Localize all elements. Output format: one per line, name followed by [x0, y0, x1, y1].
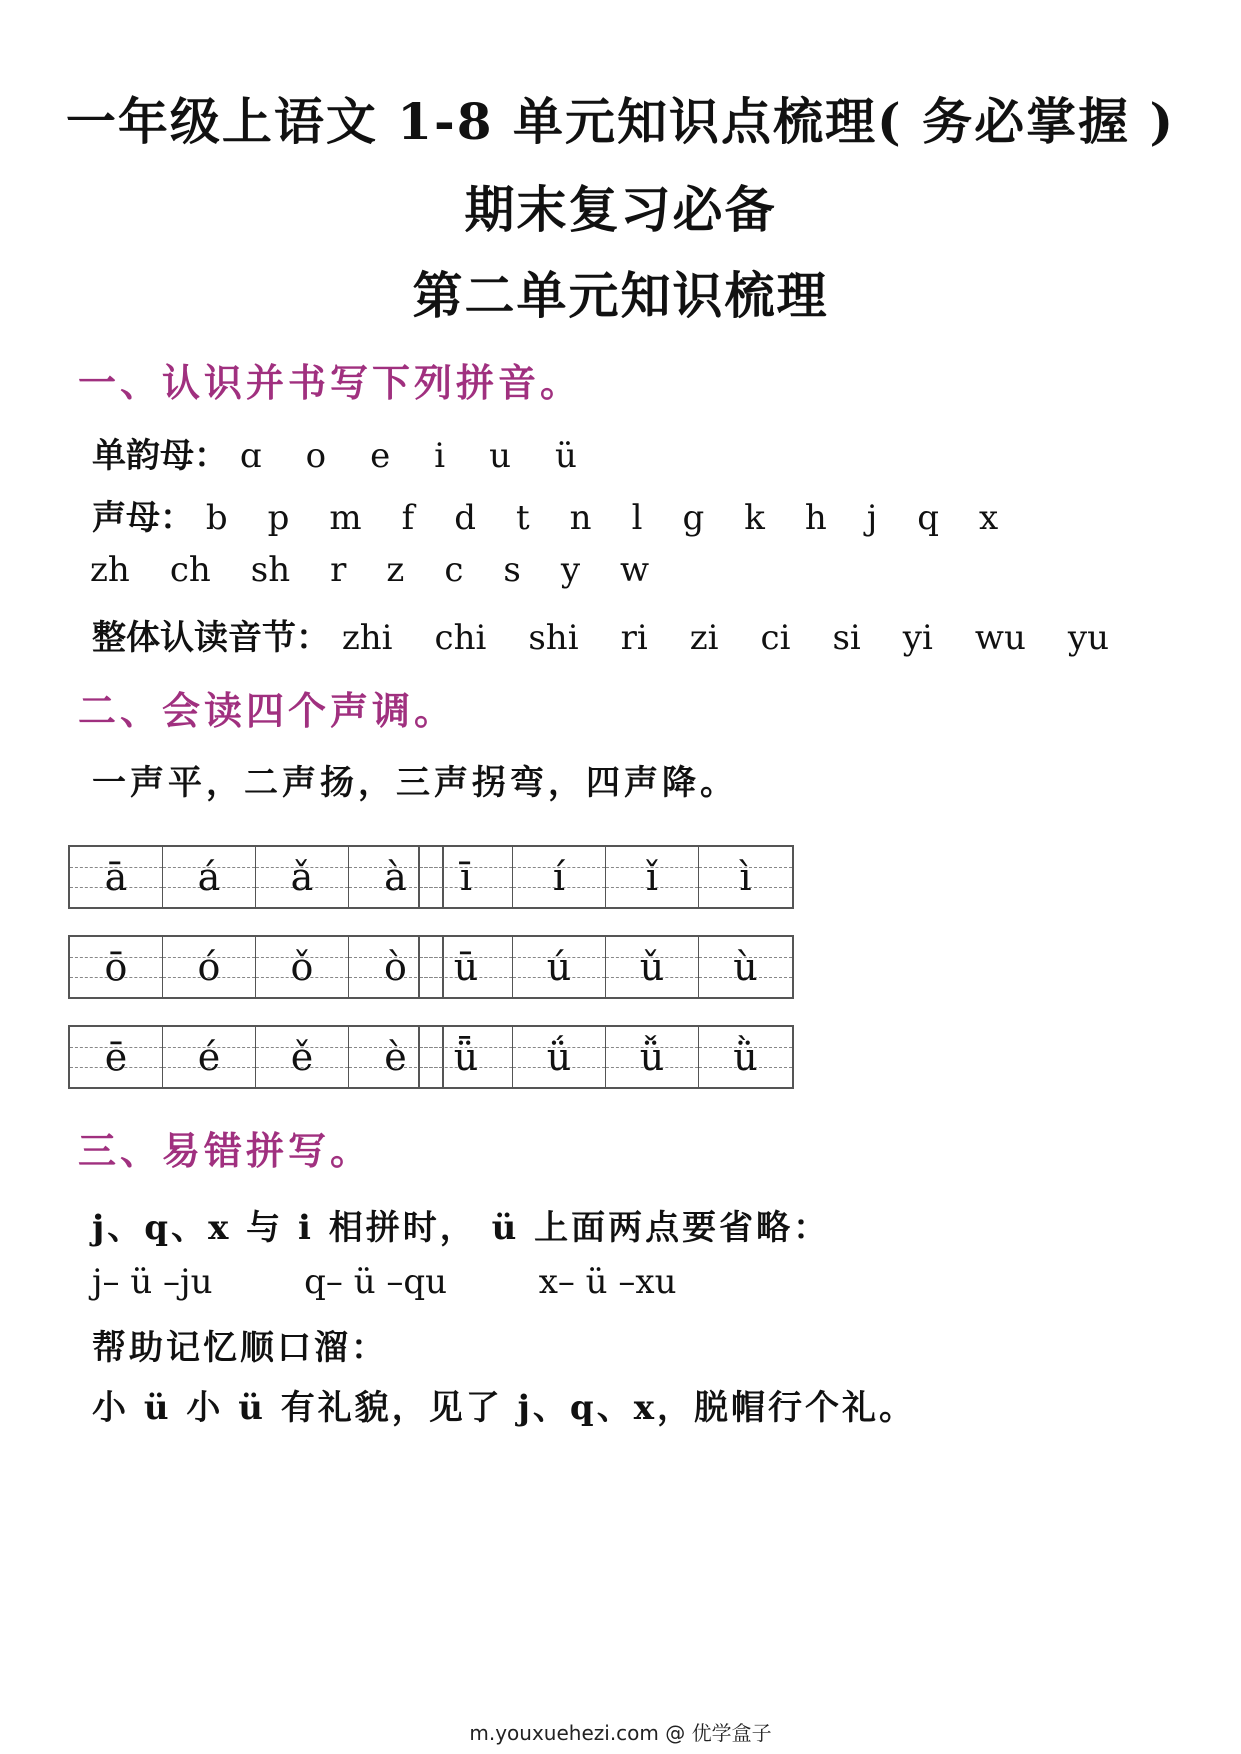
- initial-item: s: [503, 550, 521, 590]
- syllable-item: chi: [434, 618, 487, 658]
- tone-cell: [606, 1027, 699, 1087]
- initial-item: p: [267, 498, 290, 538]
- initials-line-1: [92, 490, 1172, 539]
- final-item: u: [489, 436, 511, 476]
- tone-cell: [163, 937, 256, 997]
- spelling-examples: [92, 1262, 676, 1302]
- tone-syllable: ù: [733, 945, 758, 989]
- syllable-item: zhi: [341, 618, 393, 658]
- page-subtitle: 期末复习必备: [464, 180, 777, 239]
- tone-syllable: ǐ: [645, 855, 659, 899]
- tone-syllable: ō: [104, 945, 128, 989]
- initial-item: d: [454, 498, 476, 538]
- example-q: q– ü –qu: [304, 1262, 448, 1302]
- syllables-list: [342, 618, 1151, 658]
- footer-watermark: m.youxuehezi.com @ 优学盒子: [469, 1721, 772, 1745]
- tone-syllable: ǖ: [453, 1035, 479, 1079]
- tone-cell: [256, 937, 349, 997]
- initial-item: t: [515, 498, 530, 538]
- initials-list-1: [206, 498, 1038, 538]
- initial-item: c: [444, 550, 464, 590]
- final-item: e: [370, 436, 391, 476]
- initials-line-2: [90, 550, 689, 590]
- initial-item: q: [917, 498, 940, 538]
- tone-grid: [418, 1025, 794, 1089]
- tone-grid: [418, 845, 794, 909]
- tone-syllable: ǘ: [546, 1035, 572, 1079]
- tone-cell: [163, 847, 256, 907]
- tone-syllable: ò: [384, 945, 407, 989]
- final-item: o: [305, 436, 327, 476]
- tone-cell: [699, 847, 792, 907]
- tone-syllable: ě: [290, 1035, 314, 1079]
- initial-item: g: [682, 498, 705, 538]
- initial-item: b: [205, 498, 228, 538]
- tone-cell: [256, 847, 349, 907]
- unit-title: 第二单元知识梳理: [412, 266, 829, 325]
- section-3-heading: 三、易错拼写。: [78, 1128, 373, 1173]
- initial-item: x: [979, 498, 999, 538]
- tone-cell: [163, 1027, 256, 1087]
- spelling-rule: j、q、x 与 i 相拼时， ü 上面两点要省略：: [92, 1208, 831, 1248]
- mnemonic-label: 帮助记忆顺口溜：: [92, 1328, 388, 1368]
- syllable-item: zi: [689, 618, 719, 658]
- syllable-item: yu: [1067, 618, 1109, 658]
- syllable-item: ri: [620, 618, 648, 658]
- initial-item: k: [744, 498, 765, 538]
- tone-syllable: è: [384, 1035, 407, 1079]
- example-j: j– ü –ju: [92, 1262, 213, 1302]
- tone-grid: [68, 1025, 444, 1089]
- initials-label: 声母：: [92, 498, 194, 538]
- tone-cell: [699, 1027, 792, 1087]
- tone-cell: [513, 937, 606, 997]
- tone-grid: [68, 845, 444, 909]
- initial-item: w: [620, 550, 650, 590]
- final-item: ü: [555, 436, 577, 476]
- page-title: 一年级上语文 1-8 单元知识点梳理( 务必掌握 ): [65, 92, 1176, 151]
- section-2-heading: 二、会读四个声调。: [78, 688, 457, 733]
- tone-grid: [68, 935, 444, 999]
- syllable-item: wu: [974, 618, 1026, 658]
- tone-cell: [699, 937, 792, 997]
- tone-syllable: á: [197, 855, 221, 899]
- initial-item: sh: [250, 550, 291, 590]
- tone-cell: [70, 937, 163, 997]
- initial-item: m: [329, 498, 362, 538]
- syllable-item: yi: [902, 618, 933, 658]
- initial-item: h: [804, 498, 827, 538]
- tone-syllable: ǔ: [639, 945, 665, 989]
- syllable-item: shi: [528, 618, 579, 658]
- tone-syllable: ì: [739, 855, 752, 899]
- final-item: ɑ: [239, 436, 262, 476]
- tone-syllable: ū: [453, 945, 479, 989]
- tone-syllable: ǒ: [290, 945, 314, 989]
- tone-syllable: ǜ: [733, 1035, 758, 1079]
- tone-grid: [418, 935, 794, 999]
- tone-syllable: ē: [104, 1035, 128, 1079]
- initial-item: j: [866, 498, 878, 538]
- initial-item: n: [569, 498, 592, 538]
- tone-syllable: à: [384, 855, 407, 899]
- tone-syllable: ú: [546, 945, 572, 989]
- initial-item: r: [330, 550, 347, 590]
- tone-cell: [513, 847, 606, 907]
- tone-cell: [420, 937, 513, 997]
- tone-cell: [420, 847, 513, 907]
- tone-rhyme: 一声平，二声扬，三声拐弯，四声降。: [92, 763, 738, 803]
- syllables-line: [92, 610, 1151, 659]
- tone-cell: [256, 1027, 349, 1087]
- tone-syllable: ī: [459, 855, 473, 899]
- initial-item: y: [560, 550, 581, 590]
- example-x: x– ü –xu: [538, 1262, 677, 1302]
- mnemonic-text: 小 ü 小 ü 有礼貌，见了 j、q、x，脱帽行个礼。: [92, 1388, 916, 1428]
- syllable-item: ci: [760, 618, 791, 658]
- tone-syllable: ó: [197, 945, 221, 989]
- tone-syllable: í: [552, 855, 566, 899]
- tone-cell: [420, 1027, 513, 1087]
- final-item: i: [434, 436, 446, 476]
- tone-cell: [606, 847, 699, 907]
- initial-item: zh: [90, 550, 130, 590]
- initial-item: l: [631, 498, 643, 538]
- tone-syllable: é: [197, 1035, 221, 1079]
- syllable-item: si: [832, 618, 861, 658]
- syllables-label: 整体认读音节：: [92, 618, 330, 658]
- finals-label: 单韵母：: [92, 436, 228, 476]
- tone-syllable: ǎ: [290, 855, 314, 899]
- tone-cell: [513, 1027, 606, 1087]
- tone-cell: [70, 847, 163, 907]
- initial-item: ch: [169, 550, 211, 590]
- tone-cell: [70, 1027, 163, 1087]
- tone-cell: [606, 937, 699, 997]
- initial-item: z: [386, 550, 405, 590]
- section-1-heading: 一、认识并书写下列拼音。: [78, 360, 583, 405]
- initial-item: f: [401, 498, 415, 538]
- finals-line: [92, 428, 621, 477]
- tone-syllable: ā: [104, 855, 128, 899]
- initials-list-2: [90, 550, 689, 590]
- finals-list: [240, 436, 621, 476]
- tone-syllable: ǚ: [639, 1035, 665, 1079]
